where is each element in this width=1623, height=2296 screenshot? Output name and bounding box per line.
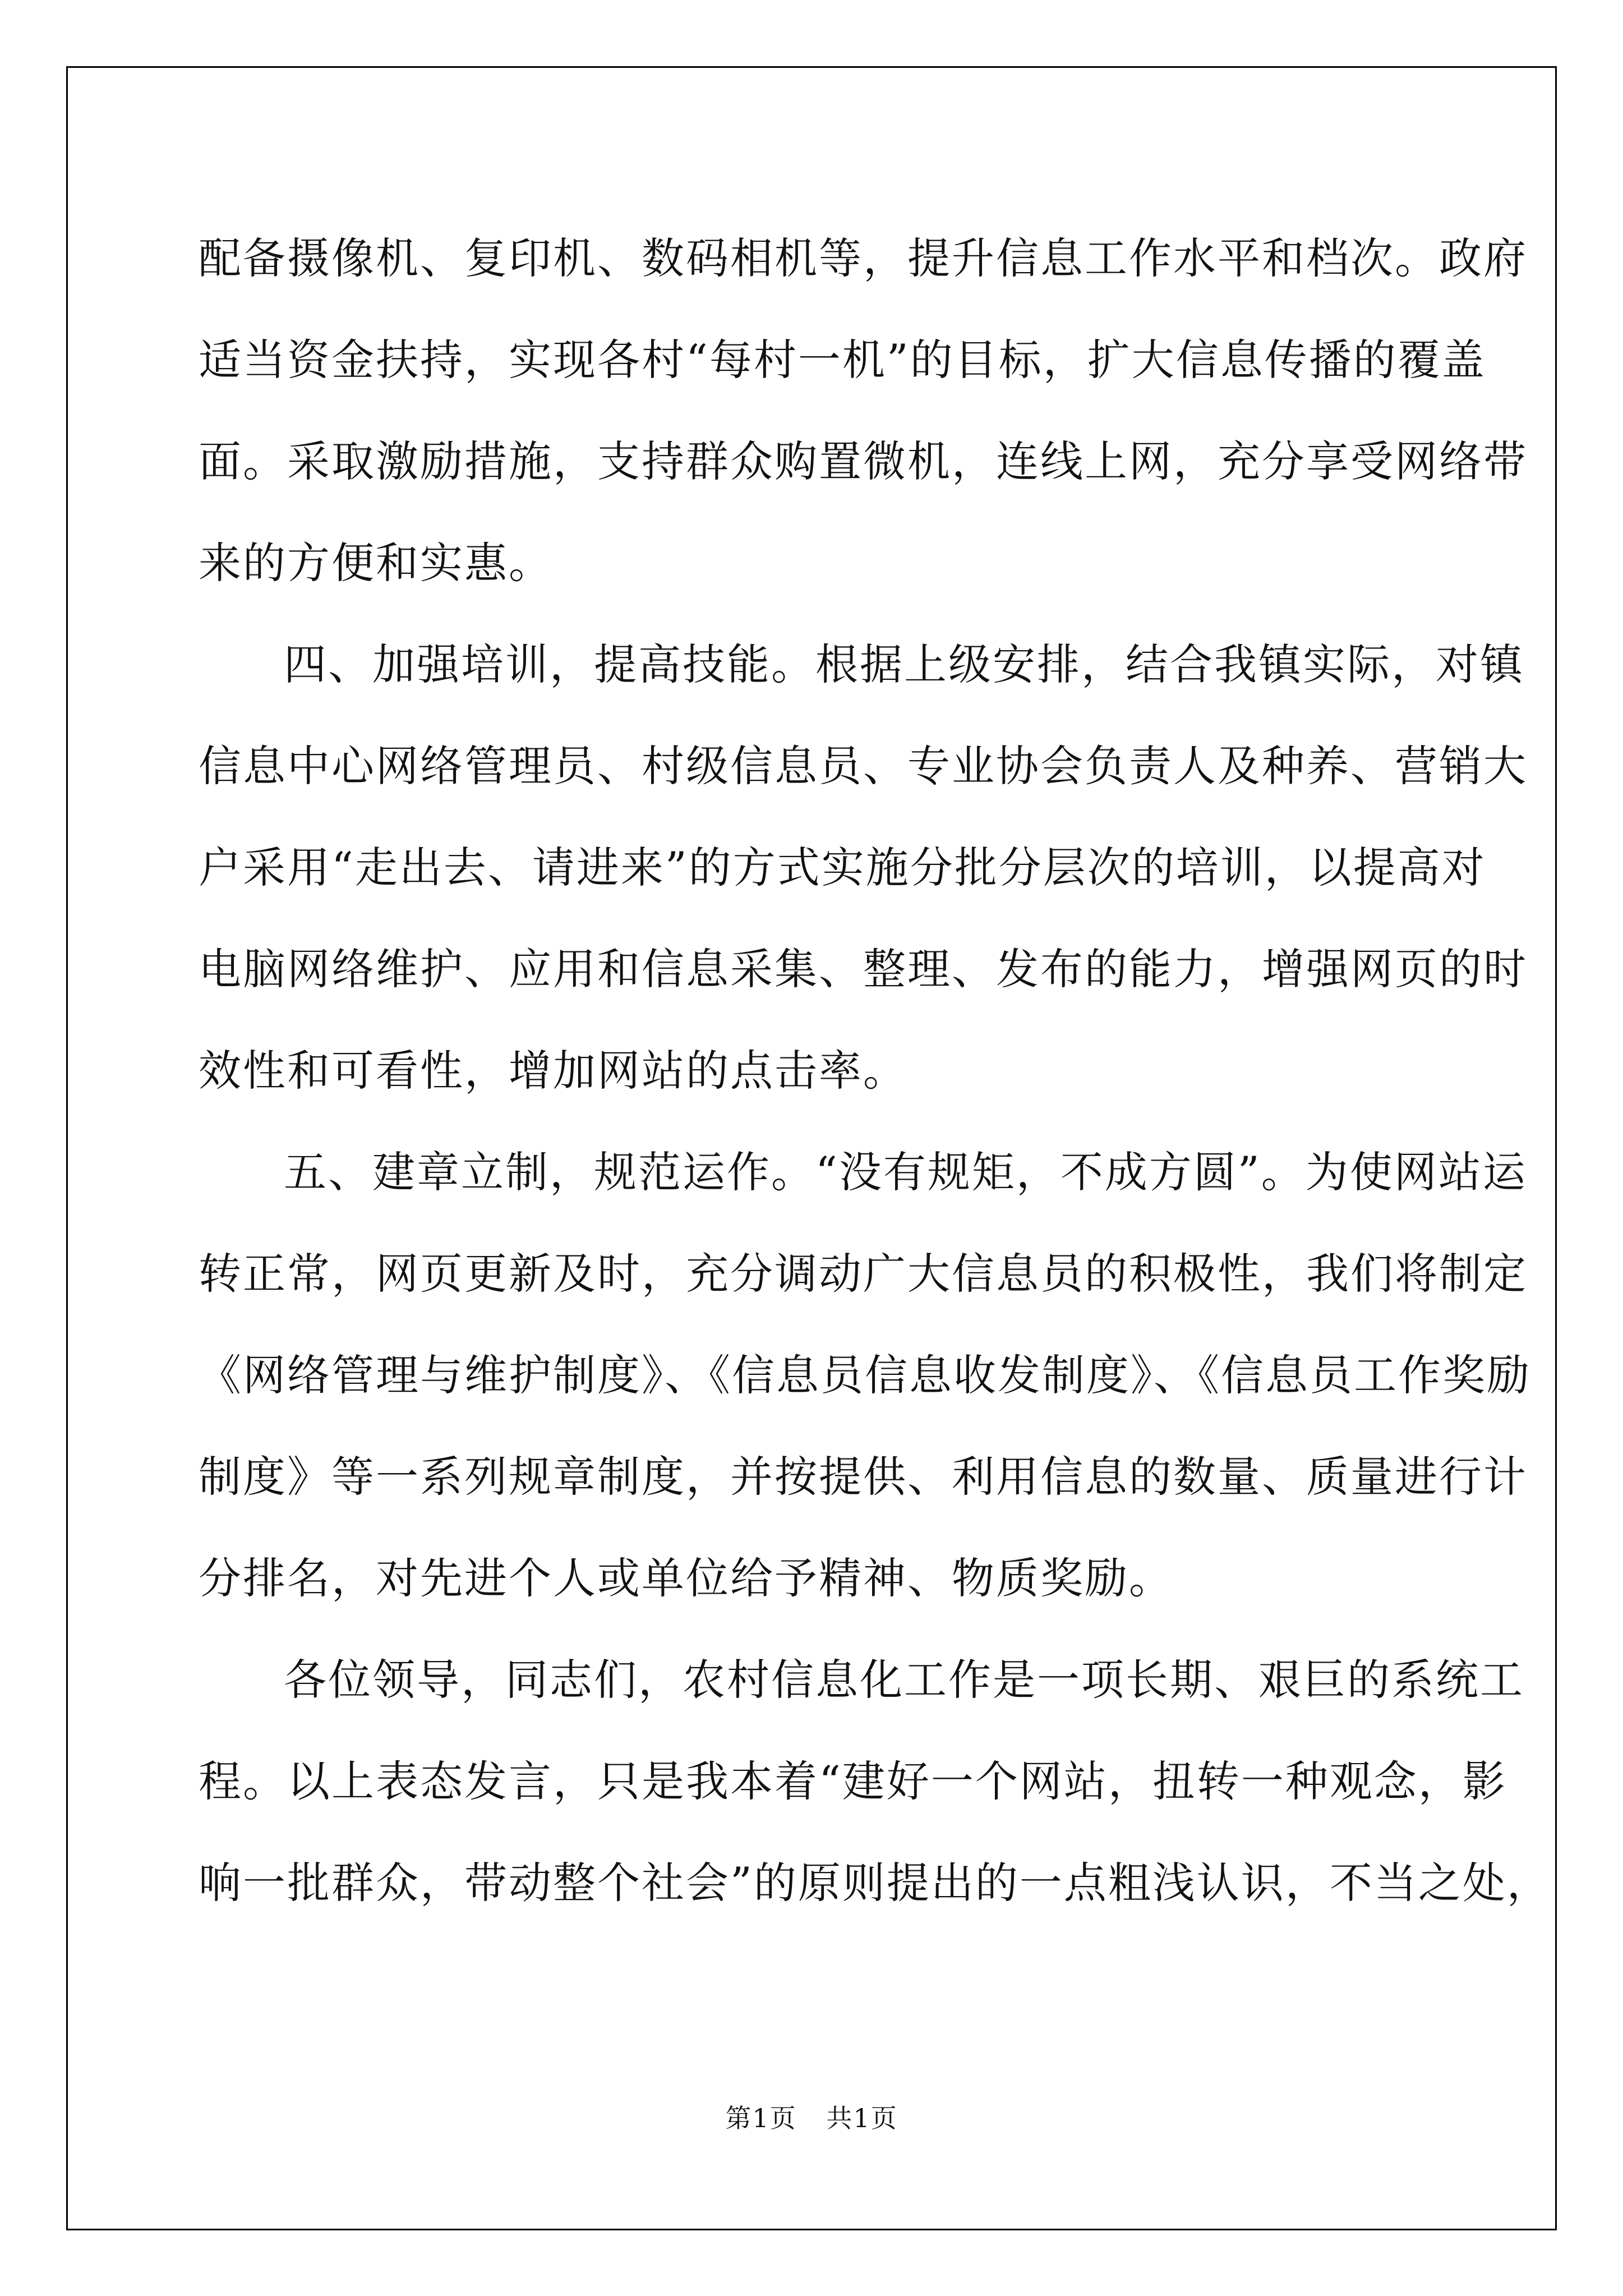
body-line: 户采用“走出去、请进来”的方式实施分批分层次的培训，以提高对 (199, 843, 1486, 892)
paragraph-4-start: 四、加强培训，提高技能。根据上级安排，结合我镇实际，对镇 (284, 639, 1524, 689)
closing-paragraph-start: 各位领导，同志们，农村信息化工作是一项长期、艰巨的系统工 (284, 1655, 1524, 1705)
body-line: 转正常，网页更新及时，充分调动广大信息员的积极性，我们将制定 (199, 1249, 1528, 1299)
body-line: 电脑网络维护、应用和信息采集、整理、发布的能力，增强网页的时 (199, 944, 1528, 994)
document-body (199, 208, 1551, 1934)
body-line: 《网络管理与维护制度》、《信息员信息收发制度》、《信息员工作奖励 (199, 1350, 1531, 1400)
paragraph-5-start: 五、建章立制，规范运作。“没有规矩，不成方圆”。为使网站运 (284, 1147, 1527, 1197)
body-line: 分排名，对先进个人或单位给予精神、物质奖励。 (199, 1553, 1173, 1603)
body-line: 适当资金扶持，实现各村“每村一机”的目标，扩大信息传播的覆盖 (199, 335, 1486, 385)
page-footer (0, 2098, 1623, 2135)
body-line: 响一批群众，带动整个社会”的原则提出的一点粗浅认识，不当之处， (199, 1858, 1551, 1908)
body-line: 来的方便和实惠。 (199, 538, 553, 588)
body-line: 配备摄像机、复印机、数码相机等，提升信息工作水平和档次。政府 (199, 233, 1528, 283)
page-total: 共1页 (826, 2103, 898, 2133)
body-line: 面。采取激励措施，支持群众购置微机，连线上网，充分享受网络带 (199, 436, 1528, 486)
body-line: 程。以上表态发言，只是我本着“建好一个网站，扭转一种观念，影 (199, 1756, 1507, 1806)
body-line: 效性和可看性，增加网站的点击率。 (199, 1046, 907, 1096)
page-number: 第1页 (725, 2103, 797, 2133)
body-line: 信息中心网络管理员、村级信息员、专业协会负责人及种养、营销大 (199, 741, 1528, 791)
body-line: 制度》等一系列规章制度，并按提供、利用信息的数量、质量进行计 (199, 1452, 1528, 1502)
